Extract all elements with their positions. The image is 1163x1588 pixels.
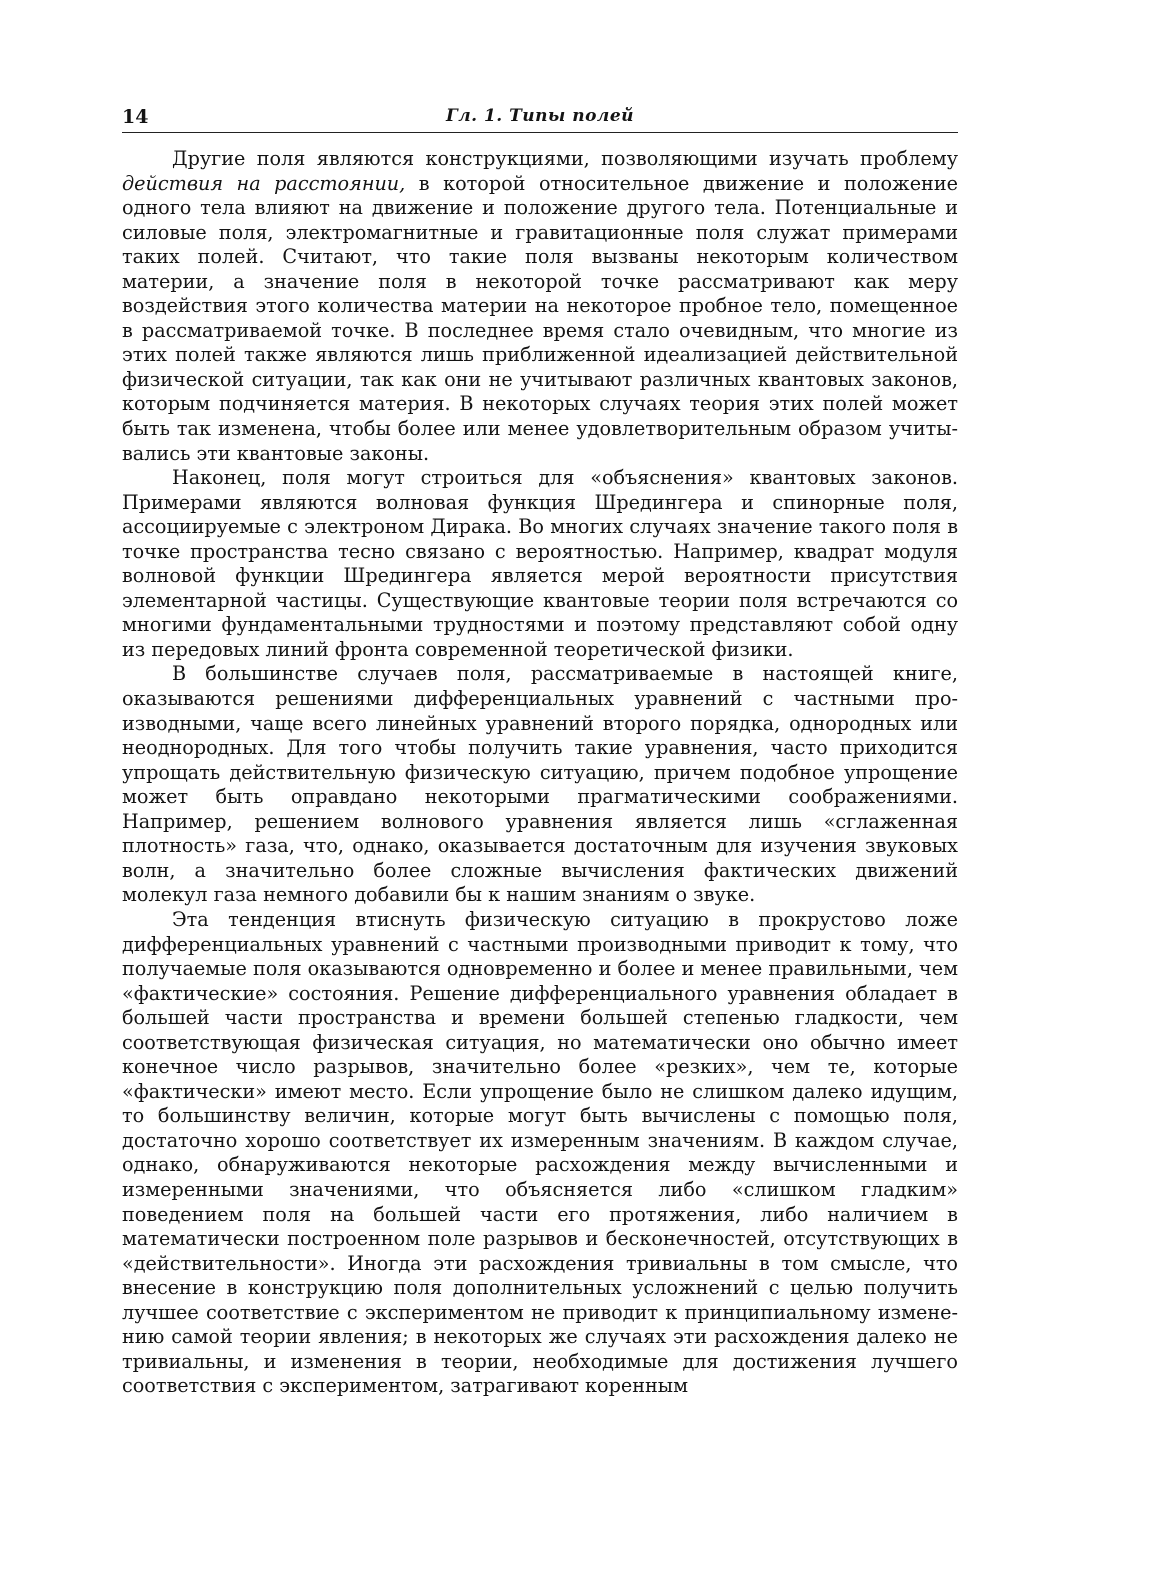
paragraph-1-rest: в которой относительное движение и положение одного тела влияют на движение и положение другого тела. Потенциальные и силовые поля, электромагнитные и гравитационные поля служат примерами таких полей. Считают, что такие поля вызваны некоторым количеством материи, а значение поля в некоторой точке рассматривают как меру воздействия этого количества материи на некоторое пробное тело, помещенное в рассматриваемой точке. В последнее время стало очевидным, что многие из этих полей также являются лишь приближенной идеализацией действительной физической ситуации, так как они не учитывают различных квантовых законов, которым подчиняется материя. В некоторых случаях теория этих полей может быть так изменена, чтобы более или менее удовлетворительным образом учитывались эти квантовые законы. bbox=[122, 171, 958, 465]
paragraph-3: В большинстве случаев поля, рассматриваемые в настоящей книге, оказываются решениями дифференциальных уравнений с частными производными, чаще всего линейных уравнений второго порядка, однородных или неоднородных. Для того чтобы получить такие уравнения, часто приходится упрощать действительную физическую ситуацию, причем подобное упрощение может быть оправдано некоторыми прагматическими соображениями. Например, решением волнового уравнения является лишь «сглаженная плотность» газа, что, однако, оказывается достаточным для изучения звуковых волн, а значительно более сложные вычисления фактических движений молекул газа немного добавили бы к нашим знаниям о звуке. bbox=[122, 662, 958, 907]
page-number: 14 bbox=[122, 106, 149, 128]
paragraph-2: Наконец, поля могут строиться для «объяснения» квантовых законов. Примерами являются волновая функция Шредингера и спинорные поля, ассоциируемые с электроном Дирака. Во многих случаях значение такого поля в точке пространства тесно связано с вероятностью. Например, квадрат модуля волновой функции Шредингера является мерой вероятности присутствия элементарной частицы. Существующие квантовые теории поля встречаются со многими фундаментальными трудностями и поэтому представляют собой одну из передовых линий фронта современной теоретической физики. bbox=[122, 466, 958, 661]
paragraph-1 bbox=[122, 147, 958, 466]
paragraph-4: Эта тенденция втиснуть физическую ситуацию в прокрустово ложе дифференциальных уравнений с частными производными приводит к тому, что получаемые поля оказываются одновременно и более и менее правильными, чем «фактические» состояния. Решение дифференциального уравнения обладает в большей части пространства и времени большей степенью гладкости, чем соответствующая физическая ситуация, но математически оно обычно имеет конечное число разрывов, значительно более «резких», чем те, которые «фактически» имеют место. Если упрощение было не слишком далеко идущим, то большинству величин, которые могут быть вычислены с помощью поля, достаточно хорошо соответствует их измеренным значениям. В каждом случае, однако, обнаруживаются некоторые расхождения между вычисленными и измеренными значениями, что объясняется либо «слишком гладким» поведением поля на большей части его протяжения, либо наличием в математически построенном поле разрывов и бесконечностей, отсутствующих в «действительности». Иногда эти расхождения тривиальны в том смысле, что внесение в конструкцию поля дополнительных усложнений с целью получить лучшее соответствие с экспериментом не приводит к принципиальному изменению самой теории явления; в некоторых же случаях эти расхождения далеко не тривиальны, и изменения в теории, необходимые для достижения лучшего соответствия с экспериментом, затрагивают коренным bbox=[122, 907, 958, 1398]
running-head: Гл. 1. Типы полей bbox=[445, 106, 635, 126]
emphasis-action-at-distance: действия на расстоянии, bbox=[122, 171, 406, 195]
paragraph-1-start: Другие поля являются конструкциями, позволяющими изучать проблему bbox=[172, 147, 958, 170]
body-text bbox=[122, 147, 958, 1399]
page-header bbox=[122, 100, 958, 133]
book-page bbox=[122, 100, 958, 1399]
